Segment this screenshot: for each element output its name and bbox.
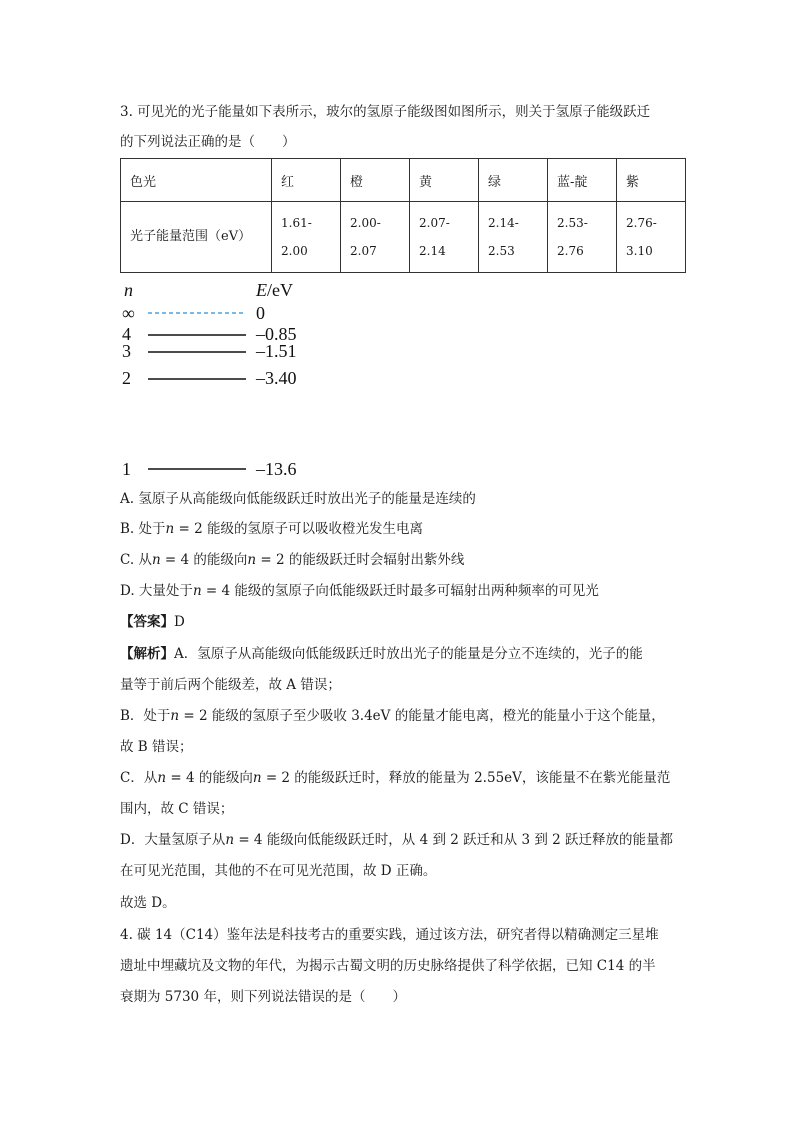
table-cell-orange	[341, 202, 410, 273]
analysis-b-prefix: B．处于	[120, 708, 171, 724]
answer-line	[120, 612, 185, 632]
table-header-row	[121, 159, 686, 202]
option-c-variable-1: n	[151, 552, 161, 568]
range-top: 2.14-	[488, 216, 519, 230]
option-d-text: = 4 能级的氢原子向低能级跃迁时最多可辐射出两种频率的可见光	[201, 583, 599, 599]
option-b-variable: n	[165, 521, 175, 537]
question-4-stem-line-1: 4. 碳 14（C14）鉴年法是科技考古的重要实践，通过该方法，研究者得以精确测定三星堆	[120, 927, 659, 943]
answer-value: D	[174, 614, 185, 630]
analysis-line-1	[120, 644, 643, 664]
question-4-stem-line-2: 遗址中埋藏坑及文物的年代，为揭示古蜀文明的历史脉络提供了科学依据，已知 C14 的半	[120, 958, 656, 974]
table-header-blue-indigo: 蓝-靛	[548, 159, 617, 202]
range-bottom: 2.00	[281, 244, 308, 258]
question-3-stem-line-1: 3. 可见光的光子能量如下表所示，玻尔的氢原子能级图如图所示，则关于氢原子能级跃迁	[120, 104, 651, 120]
option-c-text: = 2 的能级跃迁时会辐射出紫外线	[256, 552, 465, 568]
energy-level-diagram	[118, 280, 318, 480]
table-header-color: 色光	[121, 159, 272, 202]
level-2-energy: –3.40	[256, 368, 297, 388]
photon-energy-table	[120, 158, 686, 273]
level-4-n: 4	[122, 324, 131, 344]
analysis-d-text: = 4 能级向低能级跃迁时，从 4 到 2 跃迁和从 3 到 2 跃迁释放的能量都	[234, 832, 673, 848]
range-bottom: 2.76	[557, 244, 584, 258]
option-c-middle: = 4 的能级向	[160, 552, 248, 568]
analysis-c-variable-2: n	[252, 770, 262, 786]
analysis-b-line-1	[120, 706, 665, 726]
analysis-c-prefix: C．从	[120, 770, 158, 786]
table-header-orange: 橙	[341, 159, 410, 202]
analysis-c-middle: = 4 的能级向	[166, 770, 253, 786]
table-cell-green	[479, 202, 548, 273]
range-top: 2.07-	[419, 216, 450, 230]
option-d-prefix: D. 大量处于	[120, 583, 193, 599]
analysis-d-prefix: D．大量氢原子从	[120, 832, 226, 848]
question-4-stem-line-3: 衰期为 5730 年，则下列说法错误的是（ ）	[120, 989, 406, 1005]
answer-label: 【答案】	[120, 614, 174, 630]
analysis-b-variable: n	[170, 708, 180, 724]
analysis-c-line-2: 围内，故 C 错误；	[120, 801, 234, 817]
analysis-label: 【解析】	[120, 646, 174, 662]
option-d-variable: n	[192, 583, 202, 599]
table-header-yellow: 黄	[410, 159, 479, 202]
analysis-d-line-1	[120, 830, 673, 850]
level-1-n: 1	[122, 459, 131, 479]
range-top: 2.53-	[557, 216, 588, 230]
analysis-d-line-2: 在可见光范围，其他的不在可见光范围，故 D 正确。	[120, 863, 437, 879]
analysis-a-text-2: 量等于前后两个能级差，故 A 错误；	[120, 677, 341, 693]
question-3-stem-line-2: 的下列说法正确的是（ ）	[120, 134, 296, 150]
analysis-b-line-2: 故 B 错误；	[120, 739, 193, 755]
level-4-energy: –0.85	[256, 324, 297, 344]
option-c-prefix: C. 从	[120, 552, 152, 568]
level-infinity-n: ∞	[122, 303, 135, 323]
range-top: 2.76-	[626, 216, 657, 230]
level-1-energy: –13.6	[256, 459, 297, 479]
option-a: A. 氢原子从高能级向低能级跃迁时放出光子的能量是连续的	[120, 491, 476, 507]
option-b	[120, 519, 423, 539]
analysis-a-text-1: A．氢原子从高能级向低能级跃迁时放出光子的能量是分立不连续的，光子的能	[174, 646, 643, 662]
level-3-energy: –1.51	[256, 341, 297, 361]
table-cell-blue-indigo	[548, 202, 617, 273]
analysis-conclusion: 故选 D。	[120, 895, 176, 911]
level-3-n: 3	[122, 341, 131, 361]
n-axis-label: n	[124, 280, 133, 300]
range-bottom: 2.53	[488, 244, 515, 258]
table-cell-yellow	[410, 202, 479, 273]
range-bottom: 2.14	[419, 244, 446, 258]
analysis-c-line-1	[120, 768, 670, 788]
option-d	[120, 581, 599, 601]
option-b-prefix: B. 处于	[120, 521, 166, 537]
range-bottom: 2.07	[350, 244, 377, 258]
table-cell-violet	[617, 202, 686, 273]
analysis-b-text: = 2 能级的氢原子至少吸收 3.4eV 的能量才能电离，橙光的能量小于这个能量，	[179, 708, 665, 724]
energy-axis-label: E/eV	[256, 280, 293, 300]
table-cell-red	[272, 202, 341, 273]
analysis-d-variable: n	[225, 832, 235, 848]
table-header-violet: 紫	[617, 159, 686, 202]
table-energy-row	[121, 202, 686, 273]
table-header-red: 红	[272, 159, 341, 202]
option-c-variable-2: n	[247, 552, 257, 568]
level-infinity-energy: 0	[256, 303, 265, 323]
option-b-text: = 2 能级的氢原子可以吸收橙光发生电离	[174, 521, 423, 537]
analysis-c-text: = 2 的能级跃迁时，释放的能量为 2.55eV，该能量不在紫光能量范	[261, 770, 671, 786]
option-c	[120, 550, 464, 570]
table-header-green: 绿	[479, 159, 548, 202]
range-top: 1.61-	[281, 216, 312, 230]
table-row-label: 光子能量范围（eV）	[121, 202, 272, 273]
level-2-n: 2	[122, 368, 131, 388]
range-bottom: 3.10	[626, 244, 653, 258]
analysis-c-variable-1: n	[157, 770, 167, 786]
range-top: 2.00-	[350, 216, 381, 230]
